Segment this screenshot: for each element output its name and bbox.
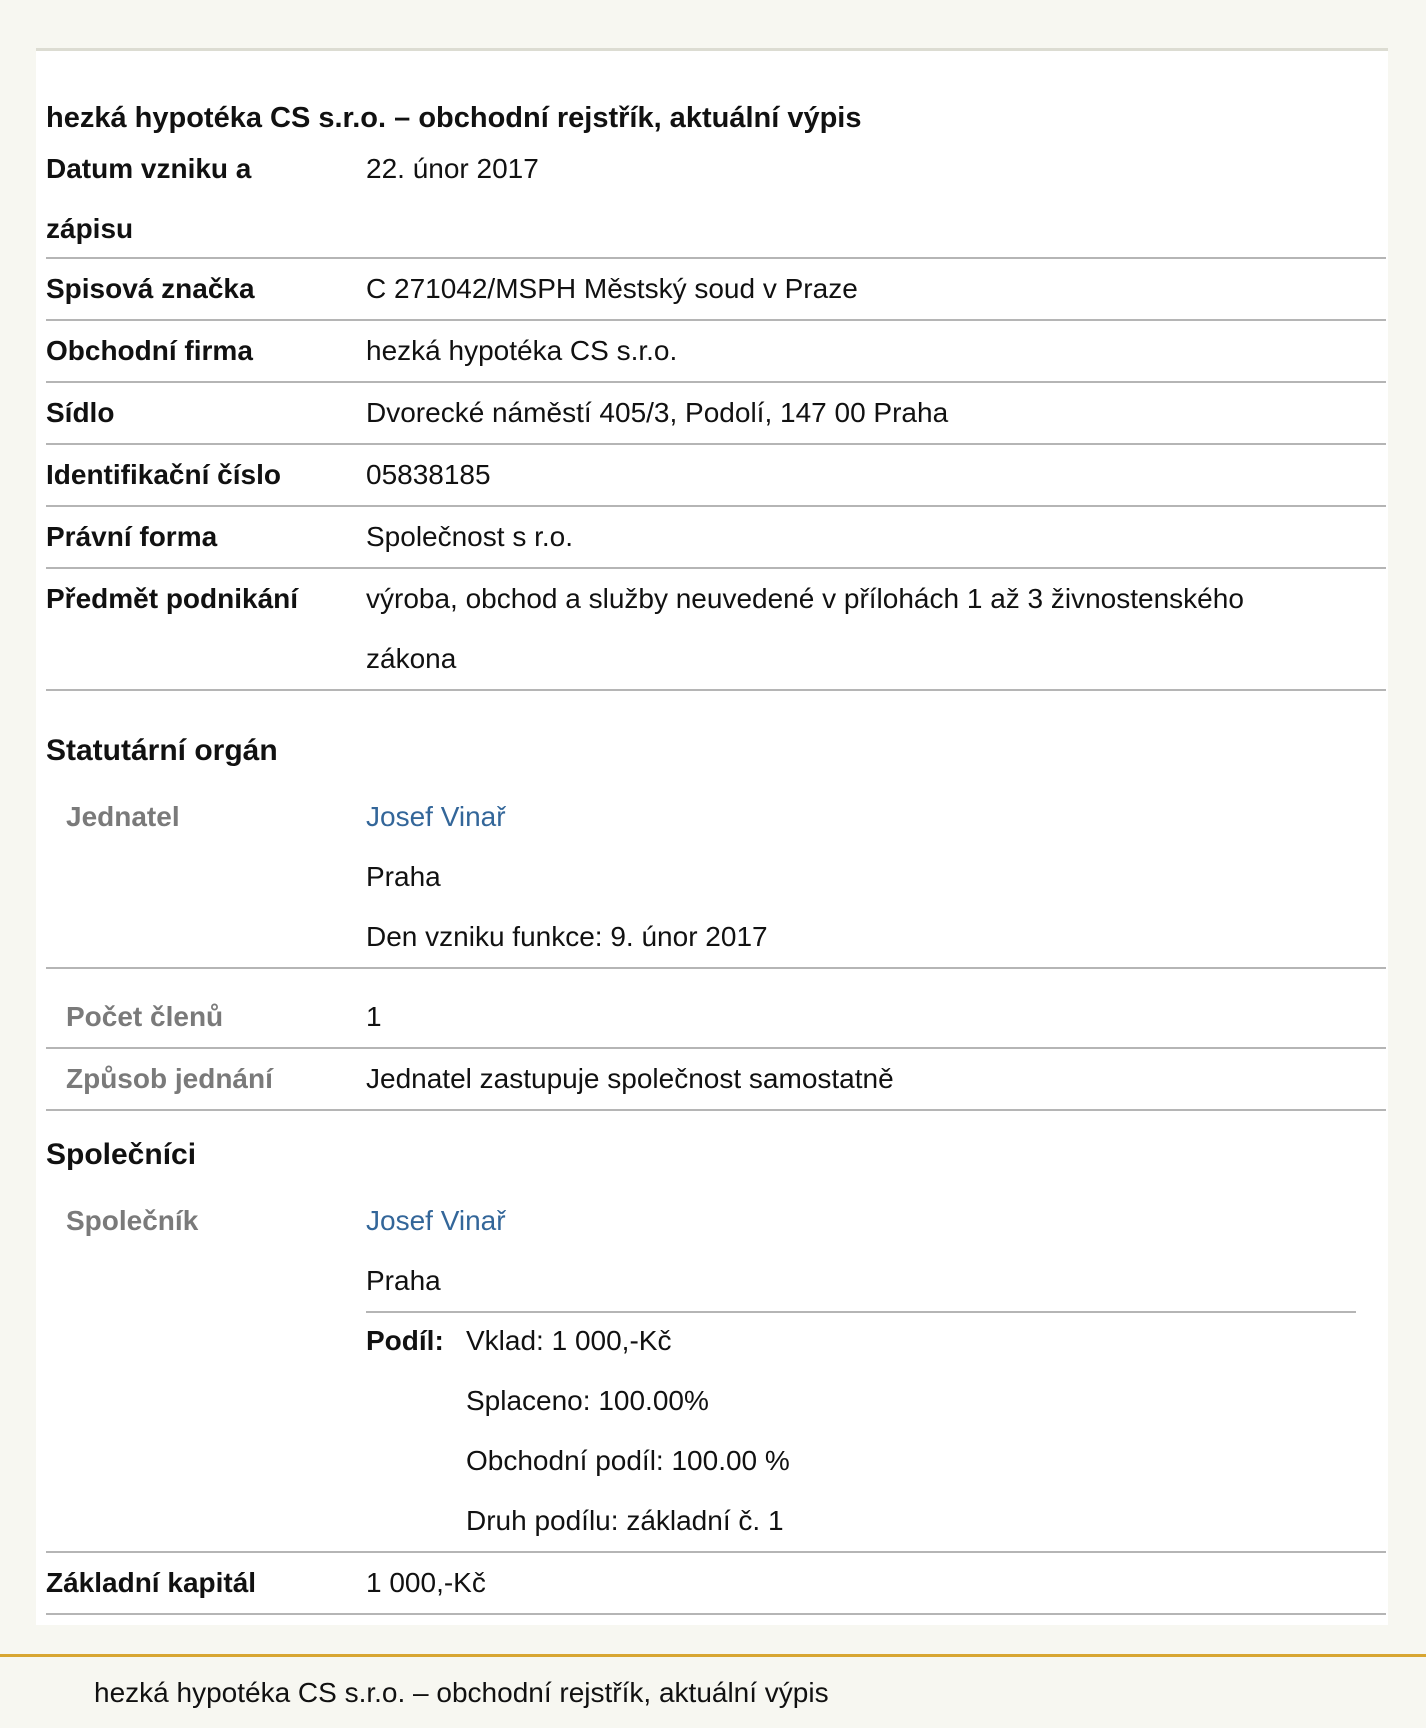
row-value: C 271042/MSPH Městský soud v Praze [366, 273, 858, 304]
row-value [366, 1191, 1376, 1311]
row-label: Základní kapitál [46, 1567, 257, 1598]
row-label: Společník [66, 1205, 199, 1236]
person-city: Praha [366, 1265, 441, 1296]
row-value: výroba, obchod a služby neuvedené v přílohách 1 až 3 živnostenského zákona [366, 583, 1244, 674]
row-label: Sídlo [46, 397, 115, 428]
row-kapital [46, 1553, 1386, 1615]
row-zpusob [46, 1049, 1386, 1111]
row-value: Společnost s r.o. [366, 521, 574, 552]
row-forma [46, 507, 1386, 569]
row-value: 05838185 [366, 459, 491, 490]
row-value [366, 787, 1376, 967]
row-label: Počet členů [66, 1001, 224, 1032]
row-value: 1 000,-Kč [366, 1567, 486, 1598]
row-value: 1 [366, 1001, 382, 1032]
row-spolecnik [46, 1191, 1386, 1553]
footer-divider [0, 1654, 1426, 1657]
section-statutarni: Statutární orgán [46, 734, 278, 767]
row-value: 22. únor 2017 [366, 153, 539, 184]
row-label: Způsob jednání [66, 1063, 273, 1094]
row-ico [46, 445, 1386, 507]
registry-card [36, 48, 1388, 1625]
row-label: Předmět podnikání [46, 583, 299, 614]
row-label: Datum vzniku a zápisu [46, 153, 252, 244]
row-value: Jednatel zastupuje společnost samostatně [366, 1063, 894, 1094]
row-spisova [46, 259, 1386, 321]
row-firma [46, 321, 1386, 383]
section-spolecnici: Společníci [46, 1138, 197, 1171]
share-block [366, 1311, 1356, 1551]
row-value: Dvorecké náměstí 405/3, Podolí, 147 00 Praha [366, 397, 949, 428]
row-label: Identifikační číslo [46, 459, 281, 490]
row-value: hezká hypotéka CS s.r.o. [366, 335, 678, 366]
share-label: Podíl: [366, 1325, 444, 1356]
row-label: Právní forma [46, 521, 218, 552]
person-city: Praha [366, 861, 441, 892]
row-datum [46, 139, 1386, 259]
share-splaceno: Splaceno: 100.00% [466, 1385, 709, 1416]
row-label: Jednatel [66, 801, 180, 832]
footer-title: hezká hypotéka CS s.r.o. – obchodní rejstřík, aktuální výpis [94, 1677, 829, 1708]
row-predmet [46, 569, 1386, 691]
row-pocet [46, 987, 1386, 1049]
row-sidlo [46, 383, 1386, 445]
row-label: Spisová značka [46, 273, 255, 304]
function-since: Den vzniku funkce: 9. únor 2017 [366, 921, 768, 952]
share-obchodni-podil: Obchodní podíl: 100.00 % [466, 1445, 790, 1476]
share-druh: Druh podílu: základní č. 1 [466, 1505, 784, 1536]
page-title: hezká hypotéka CS s.r.o. – obchodní rejstřík, aktuální výpis [46, 102, 862, 134]
row-label: Obchodní firma [46, 335, 253, 366]
row-jednatel [46, 787, 1386, 969]
person-link[interactable]: Josef Vinař [366, 801, 506, 832]
share-vklad: Vklad: 1 000,-Kč [466, 1325, 672, 1356]
person-link[interactable]: Josef Vinař [366, 1205, 506, 1236]
